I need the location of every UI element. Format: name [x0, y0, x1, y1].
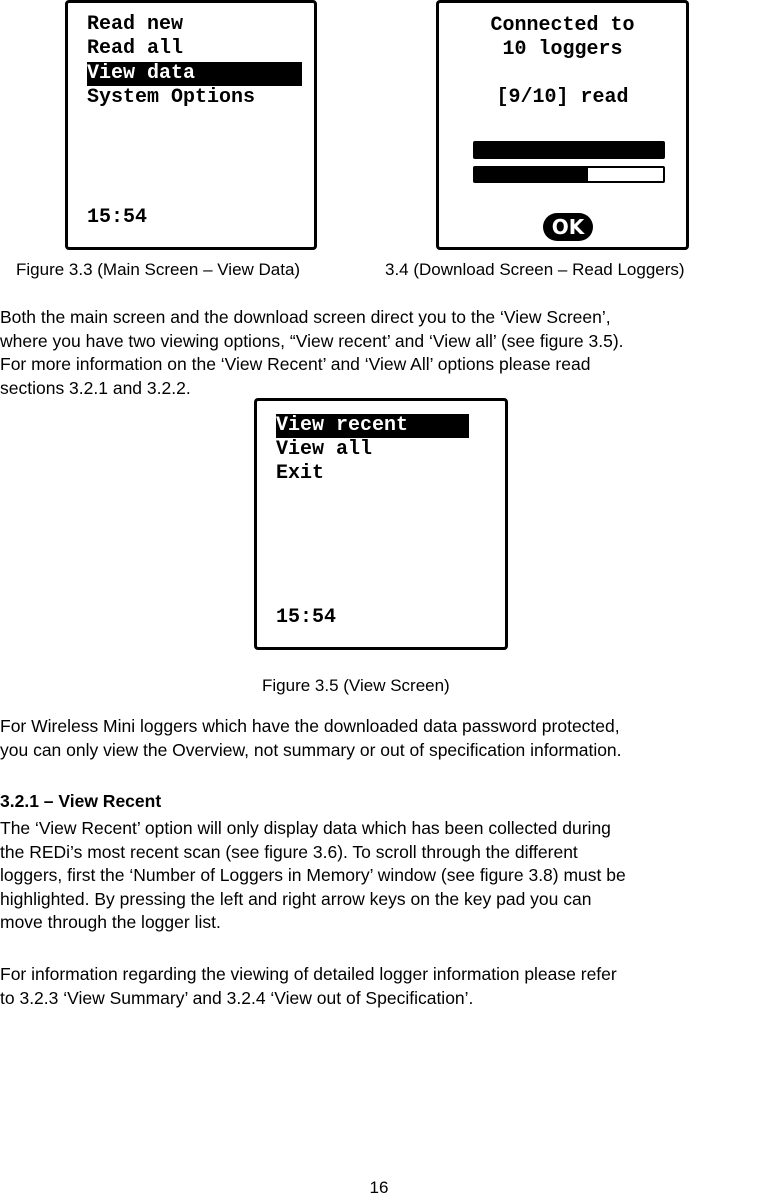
text-line: For Wireless Mini loggers which have the downloaded data password protected,	[0, 716, 620, 736]
text-line: Both the main screen and the download screen direct you to the ‘View Screen’,	[0, 307, 611, 327]
ok-button: OK	[543, 213, 593, 241]
text-line: loggers, first the ‘Number of Loggers in Memory’ window (see figure 3.8) must be	[0, 865, 626, 885]
clock-time: 15:54	[87, 206, 148, 229]
menu-item-view-data-selected: View data	[87, 62, 302, 86]
download-screen-figure	[436, 0, 689, 250]
page-number: 16	[369, 1178, 389, 1197]
section-heading: 3.2.1 – View Recent	[0, 791, 162, 811]
connected-label: Connected to	[490, 14, 635, 37]
progress-bar-total	[473, 141, 665, 159]
text-line: where you have two viewing options, “View recent’ and ‘View all’ (see figure 3.5).	[0, 330, 624, 351]
paragraph-detailed-info	[0, 963, 758, 1010]
read-status: [9/10] read	[496, 86, 629, 109]
view-screen-figure	[254, 398, 508, 650]
menu-item-system-options: System Options	[87, 86, 256, 109]
menu-item-read-new: Read new	[87, 13, 184, 36]
text-line: you can only view the Overview, not summary or out of specification information.	[0, 739, 622, 760]
figure-3-5-caption: Figure 3.5 (View Screen)	[262, 676, 450, 695]
figure-3-3-caption: Figure 3.3 (Main Screen – View Data)	[16, 260, 301, 279]
menu-item-view-recent-selected: View recent	[276, 414, 469, 438]
text-line: the REDi’s most recent scan (see figure 3.6). To scroll through the different	[0, 841, 578, 862]
logger-count-label: 10 loggers	[502, 38, 623, 61]
main-screen-figure	[65, 0, 317, 250]
clock-time: 15:54	[276, 606, 337, 629]
progress-bar-current	[473, 166, 665, 183]
paragraph-view-screen-intro	[0, 306, 758, 400]
menu-item-view-all: View all	[276, 438, 373, 461]
text-line: sections 3.2.1 and 3.2.2.	[0, 377, 191, 398]
text-line: For more information on the ‘View Recent’ and ‘View All’ options please read	[0, 354, 591, 374]
menu-item-exit: Exit	[276, 462, 325, 485]
figure-3-4-caption: 3.4 (Download Screen – Read Loggers)	[385, 260, 685, 279]
text-line: highlighted. By pressing the left and right arrow keys on the key pad you can	[0, 888, 592, 909]
progress-fill-current	[475, 168, 588, 181]
menu-item-read-all: Read all	[87, 37, 184, 60]
text-line: move through the logger list.	[0, 912, 221, 932]
paragraph-view-recent	[0, 817, 758, 935]
paragraph-password-note	[0, 715, 758, 762]
text-line: The ‘View Recent’ option will only display data which has been collected during	[0, 818, 611, 838]
text-line: For information regarding the viewing of detailed logger information please refer	[0, 964, 617, 984]
text-line: to 3.2.3 ‘View Summary’ and 3.2.4 ‘View out of Specification’.	[0, 987, 474, 1008]
progress-fill-total	[475, 143, 663, 157]
